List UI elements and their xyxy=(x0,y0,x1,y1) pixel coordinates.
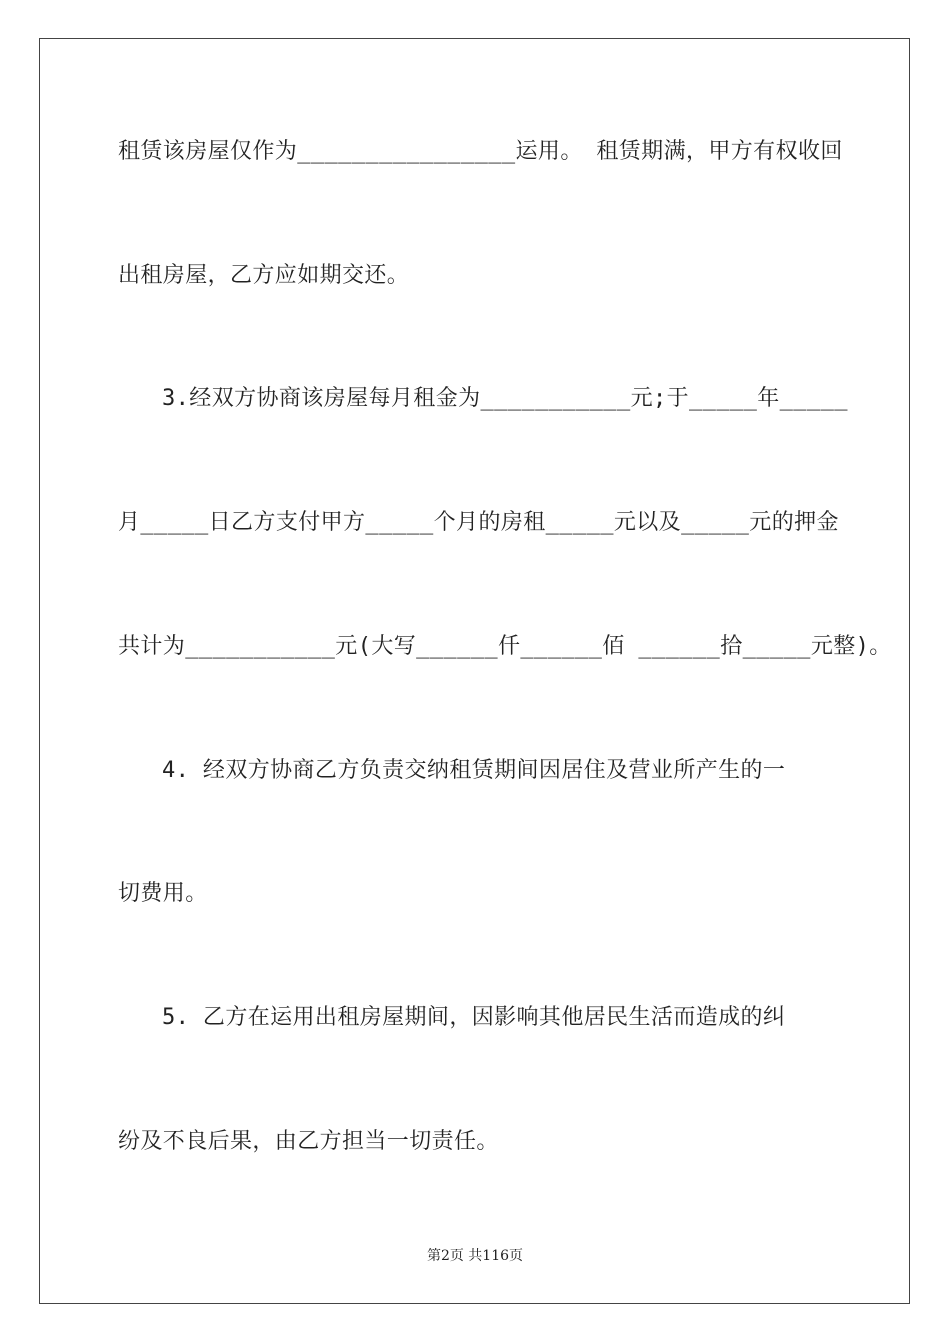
clause-5-line-2: 纷及不良后果，由乙方担当一切责任。 xyxy=(118,1129,499,1154)
clause-3-line-3: 共计为___________元(大写______仟______佰 ______拾_____元整)。 xyxy=(118,634,892,659)
paragraph-2-line-1: 租赁该房屋仅作为________________运用。 租赁期满，甲方有权收回 xyxy=(118,139,843,164)
page-number-footer: 第2页 共116页 xyxy=(426,1248,524,1264)
clause-4-line-1: 4. 经双方协商乙方负责交纳租赁期间因居住及营业所产生的一 xyxy=(162,758,786,783)
clause-3-line-2: 月_____日乙方支付甲方_____个月的房租_____元以及_____元的押金 xyxy=(118,510,839,535)
clause-5-line-1: 5. 乙方在运用出租房屋期间，因影响其他居民生活而造成的纠 xyxy=(162,1005,786,1030)
paragraph-2-line-2: 出租房屋，乙方应如期交还。 xyxy=(118,263,410,288)
clause-4-line-2: 切费用。 xyxy=(118,881,208,906)
clause-3-line-1: 3.经双方协商该房屋每月租金为___________元;于_____年_____ xyxy=(162,386,848,411)
page-border xyxy=(39,38,910,1304)
